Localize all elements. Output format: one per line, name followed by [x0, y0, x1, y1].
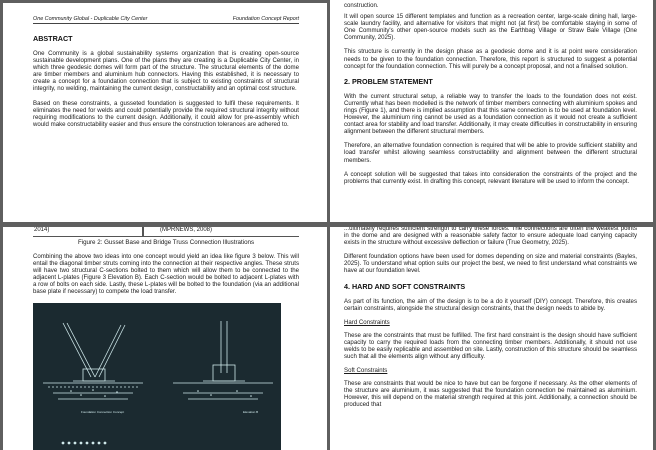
soft-constraints-paragraph: These are constraints that would be nice to have but can be forgone if necessary. As the other elements of the structure are aluminium, it was suggested that the foundation connection be maintained as aluminium. However, this will depend on the material strength required at this joint. Additionally, a connection should be produced that: [344, 380, 637, 409]
problem-paragraph-3: A concept solution will be suggested that takes into consideration the constraints of the project and the problems that currently exist. In drafting this concept, relevant literature will be used to inform the concept.: [344, 170, 637, 185]
constraints-intro-paragraph: As part of its function, the aim of the design is to be a do it yourself (DIY) concept. Therefore, this creates certain constraints, alongside the structural design constraints, that the design needs to abide by.: [344, 297, 637, 312]
header-right: Foundation Concept Report: [232, 16, 299, 22]
table-cell-left: 2014): [33, 227, 143, 236]
abstract-paragraph-1: One Community is a global sustainability systems organization that is creating open-source sustainable development plans. One of the plans they are creating is a Duplicable City Center, in which three geodesic domes will form part of the structure. The structural elements of the dome are timber members and aluminium hub connectors. Having this established, it is necessary to create a concept for a foundation connection that is subject to existing constraints of structural integrity, no welding, maintaining the current design, constructability and an optimal cost structure.: [33, 50, 299, 93]
connection-paragraph-1: ...ultimately requires sufficient strength to carry these forces. The connections are often the weakest points in the dome and are designed with a reasonable safety factor to ensure adequate load carrying capacity exists in the structure without excessive deflection or failure (True Geometry, 2025).: [344, 227, 637, 247]
document-page-4: [330, 227, 653, 450]
reference-table-row: [33, 227, 299, 237]
header-left: One Community Global - Duplicable City Center: [33, 16, 148, 22]
document-page-3: [3, 227, 327, 450]
concept-paragraph: Combining the above two ideas into one concept would yield an idea like figure 3 below. This will entail the diagonal timber struts coming into the connection at their respective angles. These struts will have two structural C-sections bolted to them which will allow them to be connected to the adjacent L-plates (Figure 3 Elevation B). Each C-section would be bolted to adjacent L-plates with a row of bolts on each side. Lastly, these L-plates will be bolted to the foundation (via an additional base plate if necessary) to compete the load transfer.: [33, 253, 299, 296]
drawing-label-elevation: Elevation B: [243, 409, 259, 414]
document-page-2: [330, 0, 653, 222]
problem-paragraph-2: Therefore, an alternative foundation connection is required that will be able to provide sufficient stability and load transfer whilst allowing seamless constructability and alignment between the different structural members.: [344, 142, 637, 164]
continued-line: construction.: [344, 2, 379, 9]
problem-paragraph-1: With the current structural setup, a reliable way to transfer the loads to the foundation does not exist. Currently what has been modelled is the network of timber members connecting with aluminium spokes and rings (Figure 1), and there is implied assumption that this same connection is to be used at foundation level. However, the aluminium ring cannot be used as a foundation connection as it would not create a sufficient contact area for stability and load transfer. Additionally, it may create difficulties in constructability in ensuring alignment between the different structural members.: [344, 92, 637, 136]
problem-statement-heading: 2. PROBLEM STATEMENT: [344, 76, 433, 86]
constraints-heading: 4. HARD AND SOFT CONSTRAINTS: [344, 281, 466, 291]
abstract-heading: ABSTRACT: [33, 34, 73, 43]
page-header: [33, 16, 299, 24]
hard-constraints-paragraph: These are the constraints that must be fulfilled. The first hard constraint is the design should have sufficient capacity to carry the required loads from the connecting timber members. Additionally, it should not use welds to be easily replicable and assembled on site. Lastly, construction of this structure should be seamless such that all the elements align without any difficulty.: [344, 331, 637, 361]
foundation-connection-illustration: [33, 303, 281, 450]
figure-2-caption: Figure 2: Gusset Base and Bridge Truss Connection Illustrations: [77, 239, 255, 246]
drawing-label-concept: Foundation Connection Concept: [81, 409, 125, 414]
connection-paragraph-2: Different foundation options have been used for domes depending on size and material constraints (Bayles, 2025). To understand what option suits our project the best, we need to first understand what constraints we have at our foundation level.: [344, 253, 637, 275]
document-page-1: [3, 3, 327, 222]
intro-paragraph-1: It will open source 15 different templates and function as a recreation center, large-scale dining hall, large-scale laundry facility, and alternative for visitors that might not (at first) be comfortable staying in some of One Community's other open-source models such as the Earthbag Village or Straw Bale Village (One Community, 2025).: [344, 13, 637, 42]
soft-constraints-subheading: Soft Constraints: [344, 367, 388, 375]
table-cell-right: (MPRNEWS, 2008): [143, 227, 212, 236]
hard-constraints-subheading: Hard Constraints: [344, 318, 390, 326]
intro-paragraph-2: This structure is currently in the design phase as a geodesic dome and it is at point were consideration needs to be given to the foundation connection. Therefore, this report is structured to suggest a potential concept for the foundation connection. This will purely be a concept proposal, and not a finalised solution.: [344, 48, 637, 70]
abstract-paragraph-2: Based on these constraints, a gusseted foundation is suggested to fulfil these requirements. It eliminates the need for welds and could potentially provide the required structural integrity without requiring modifications to the current design. Additionally, it could allow for pre-assembly which would make constructability easier and thus ensure the construction tolerances are adhered to.: [33, 99, 299, 128]
figure-3-drawing: [33, 303, 281, 450]
